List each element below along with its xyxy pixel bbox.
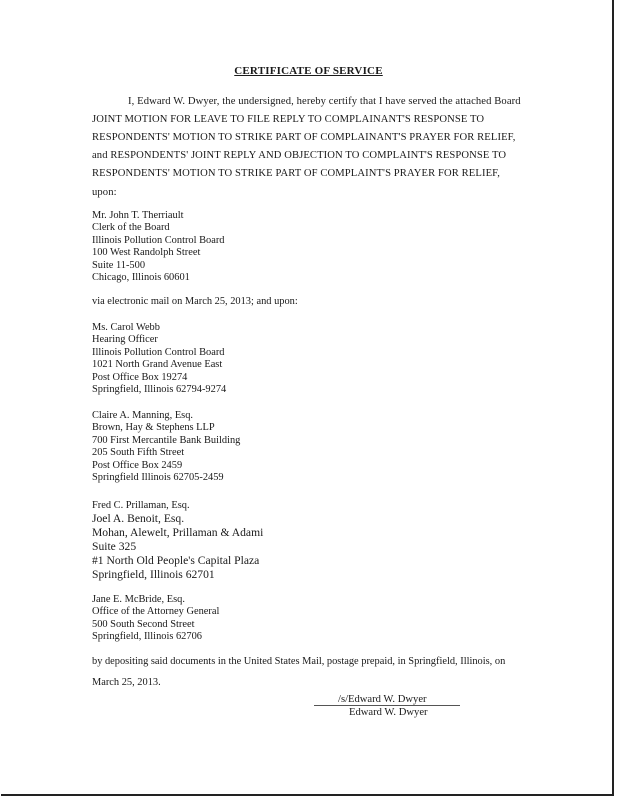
certificate-title: CERTIFICATE OF SERVICE — [234, 65, 383, 77]
address-line: Hearing Officer — [92, 334, 158, 346]
address-line: Springfield, Illinois 62701 — [92, 568, 215, 582]
address-line: Office of the Attorney General — [92, 606, 220, 618]
electronic-signature: /s/Edward W. Dwyer — [338, 694, 427, 705]
recipient-address-block — [92, 410, 240, 484]
address-line: Joel A. Benoit, Esq. — [92, 512, 185, 526]
certify-line: and RESPONDENTS' JOINT REPLY AND OBJECTION TO COMPLAINT'S RESPONSE TO — [92, 150, 507, 161]
service-method-email: via electronic mail on March 25, 2013; and upon: — [92, 296, 298, 307]
address-line: Post Office Box 2459 — [92, 459, 183, 471]
certify-line: I, Edward W. Dwyer, the undersigned, hereby certify that I have served the attached Board — [128, 96, 521, 107]
address-line: #1 North Old People's Capital Plaza — [92, 554, 260, 568]
address-line: Post Office Box 19274 — [92, 371, 188, 383]
address-line: 1021 North Grand Avenue East — [92, 359, 223, 371]
recipient-address-block — [92, 322, 226, 396]
address-line: Brown, Hay & Stephens LLP — [92, 422, 215, 434]
address-line: Illinois Pollution Control Board — [92, 346, 225, 358]
signer-name: Edward W. Dwyer — [349, 707, 428, 718]
address-line: Springfield, Illinois 62706 — [92, 631, 202, 643]
closing-line: March 25, 2013. — [92, 677, 161, 688]
recipient-address-block — [92, 210, 225, 284]
address-line: 500 South Second Street — [92, 618, 195, 630]
recipient-address-block — [92, 594, 219, 644]
certify-line: RESPONDENTS' MOTION TO STRIKE PART OF COMPLAINANT'S PRAYER FOR RELIEF, — [92, 132, 516, 143]
certify-line: RESPONDENTS' MOTION TO STRIKE PART OF COMPLAINT'S PRAYER FOR RELIEF, — [92, 168, 501, 179]
address-line: 205 South Fifth Street — [92, 447, 185, 459]
address-line: Springfield Illinois 62705-2459 — [92, 472, 224, 484]
address-line: Clerk of the Board — [92, 222, 170, 234]
certify-line: JOINT MOTION FOR LEAVE TO FILE REPLY TO COMPLAINANT'S RESPONSE TO — [92, 114, 485, 125]
address-line: Springfield, Illinois 62794-9274 — [92, 384, 227, 396]
address-line: Ms. Carol Webb — [92, 322, 160, 333]
address-line: Claire A. Manning, Esq. — [92, 410, 194, 421]
address-line: Mr. John T. Therriault — [92, 210, 184, 221]
signature-line — [314, 705, 460, 706]
address-line: Chicago, Illinois 60601 — [92, 272, 190, 284]
address-line: Mohan, Alewelt, Prillaman & Adami — [92, 526, 264, 540]
address-line: Illinois Pollution Control Board — [92, 234, 225, 246]
address-line: Suite 11-500 — [92, 259, 146, 271]
address-line: Jane E. McBride, Esq. — [92, 594, 185, 605]
address-line: Fred C. Prillaman, Esq. — [92, 500, 190, 511]
closing-line: by depositing said documents in the United States Mail, postage prepaid, in Springfield, Illinois, on — [92, 656, 506, 667]
address-line: 100 West Randolph Street — [92, 247, 201, 259]
address-line: Suite 325 — [92, 540, 137, 554]
recipient-address-block — [92, 500, 263, 582]
address-line: 700 First Mercantile Bank Building — [92, 434, 241, 446]
certify-line: upon: — [92, 187, 117, 198]
